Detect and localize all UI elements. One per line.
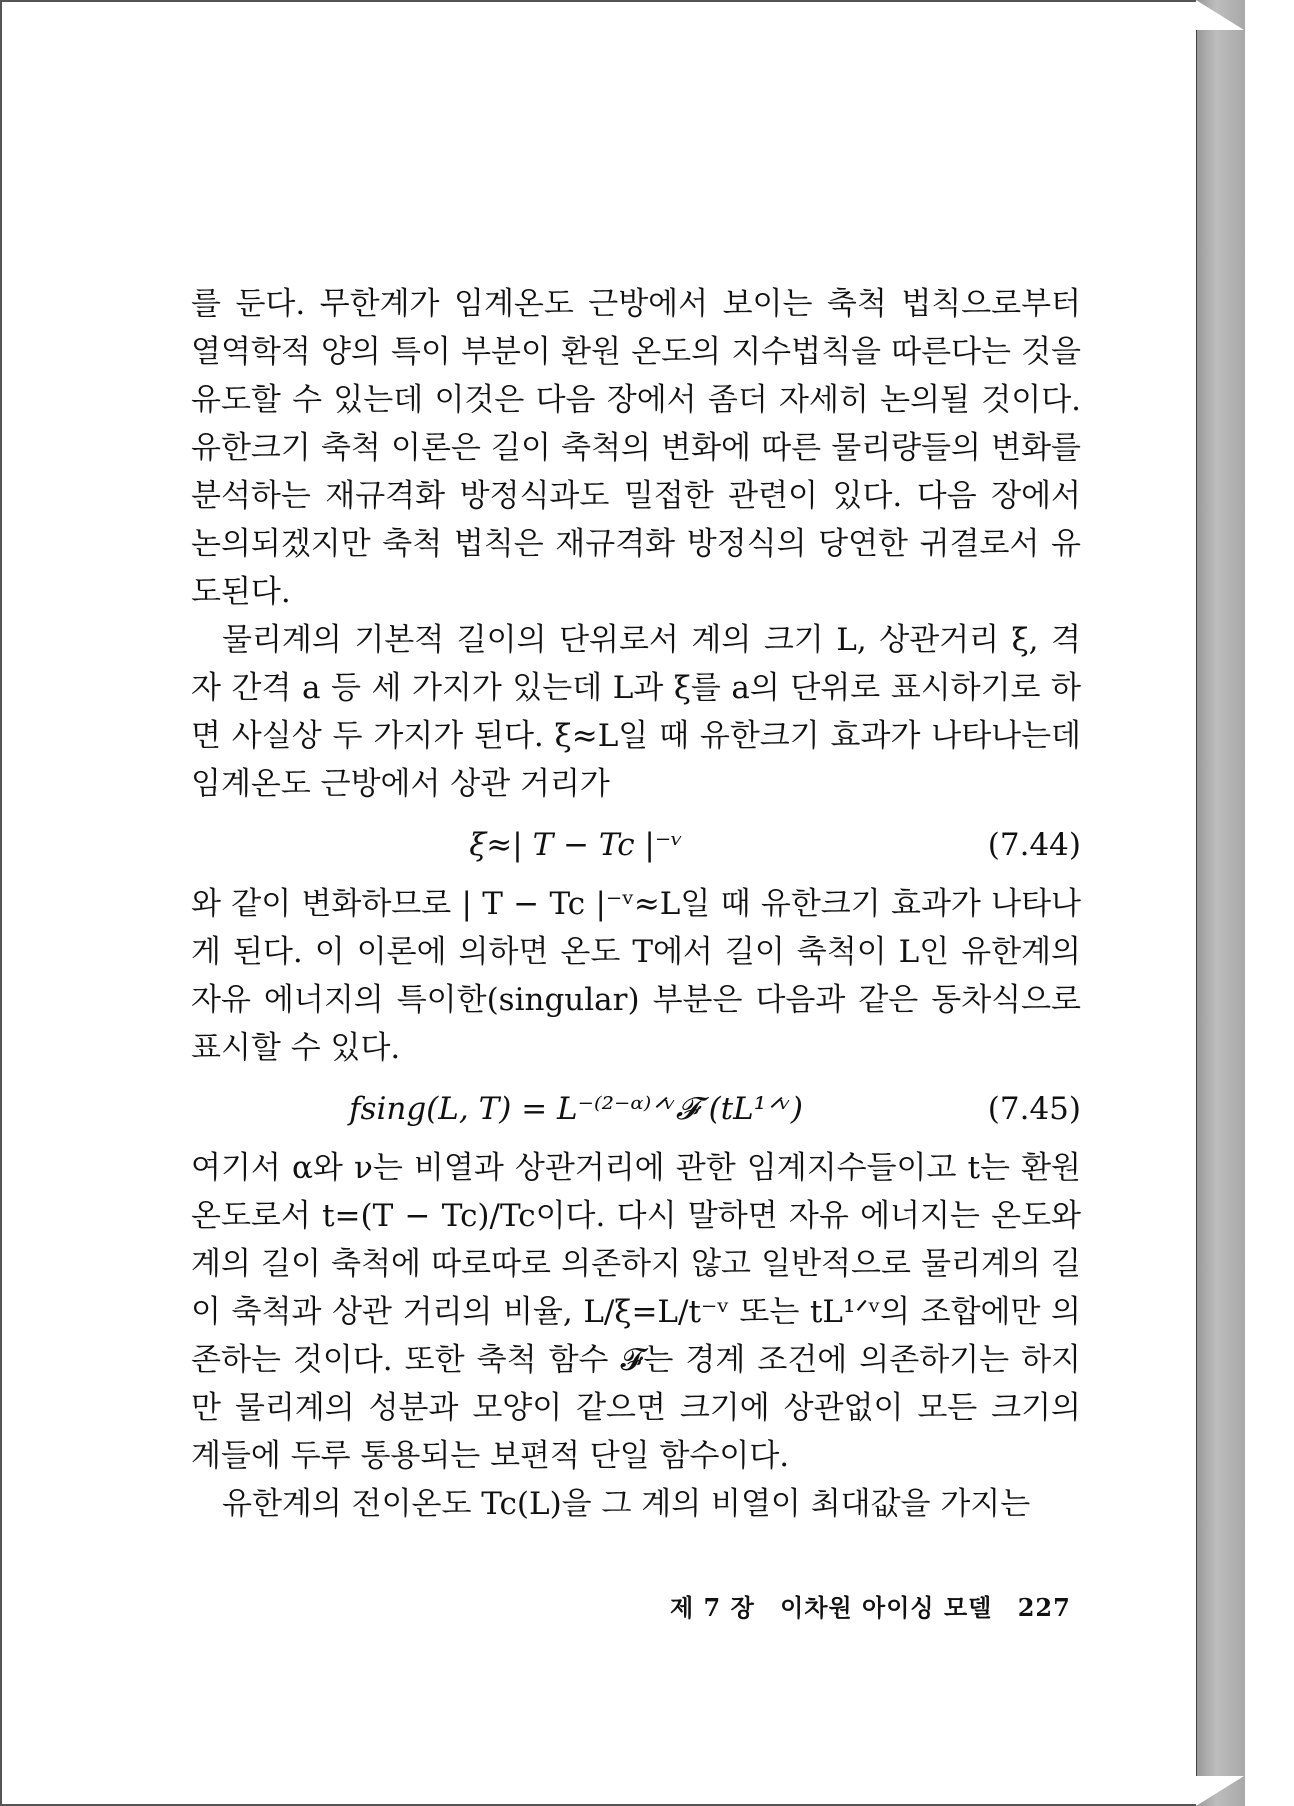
equation-number: (7.45) [987,1091,1081,1127]
equation-7-45 [191,1076,1081,1142]
footer-chapter: 제 7 장 [670,1593,755,1622]
body-text [191,280,1081,1528]
equation-7-44 [191,812,1081,878]
book-spine [1196,0,1245,1806]
paragraph-4: 여기서 α와 ν는 비열과 상관거리에 관한 임계지수들이고 t는 환원 온도로서 t=(T − Tc)/Tc이다. 다시 말하면 자유 에너지는 온도와 계의 길이 축척에 따로따로 의존하지 않고 일반적으로 물리계의 길이 축척과 상관 거리의 비율, L/ξ=L/t⁻ᵛ 또는 tL¹ᐟᵛ의 조합에만 의존하는 것이다. 또한 축척 함수 𝓕는 경계 조건에 의존하기는 하지만 물리계의 성분과 모양이 같으면 크기에 상관없이 모든 크기의 계들에 두루 통용되는 보편적 단일 함수이다. [191,1150,1081,1474]
page-number: 227 [1017,1593,1071,1622]
page-footer [670,1588,1071,1623]
paragraph-2: 물리계의 기본적 길이의 단위로서 계의 크기 L, 상관거리 ξ, 격자 간격 a 등 세 가지가 있는데 L과 ξ를 a의 단위로 표시하기로 하면 사실상 두 가지가 된다. ξ≈L일 때 유한크기 효과가 나타나는데 임계온도 근방에서 상관 거리가 [191,622,1081,802]
paragraph-3: 와 같이 변화하므로 | T − Tc |⁻ᵛ≈L일 때 유한크기 효과가 나타나게 된다. 이 이론에 의하면 온도 T에서 길이 축척이 L인 유한계의 자유 에너지의 특이한(singular) 부분은 다음과 같은 동차식으로 표시할 수 있다. [191,886,1081,1066]
equation-body: fsing(L, T) = L⁻⁽²⁻ᵅ⁾ᐟᵛ𝓕 (tL¹ᐟᵛ) [349,1091,803,1127]
equation-body: ξ≈| T − Tc |⁻ᵛ [469,827,683,863]
paragraph-1: 를 둔다. 무한계가 임계온도 근방에서 보이는 축척 법칙으로부터 열역학적 양의 특이 부분이 환원 온도의 지수법칙을 따른다는 것을 유도할 수 있는데 이것은 다음 장에서 좀더 자세히 논의될 것이다. 유한크기 축척 이론은 길이 축척의 변화에 따른 물리량들의 변화를 분석하는 재규격화 방정식과도 밀접한 관련이 있다. 다음 장에서 논의되겠지만 축척 법칙은 재규격화 방정식의 당연한 귀결로서 유도된다. [191,286,1081,610]
paragraph-5: 유한계의 전이온도 Tc(L)을 그 계의 비열이 최대값을 가지는 [222,1486,1031,1522]
footer-title: 이차원 아이싱 모델 [780,1593,993,1622]
equation-number: (7.44) [987,827,1081,863]
